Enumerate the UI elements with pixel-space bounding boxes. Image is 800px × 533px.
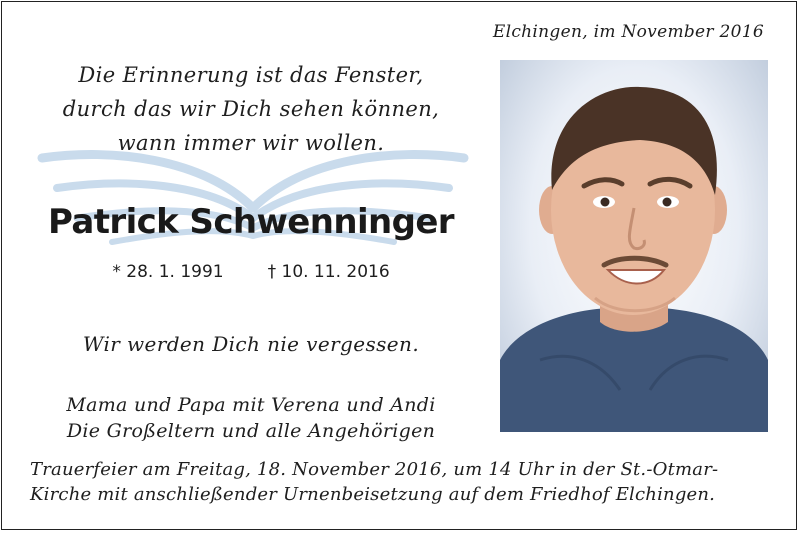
mourners-list — [26, 392, 476, 444]
death-date: † 10. 11. 2016 — [267, 262, 390, 282]
place-date: Elchingen, im November 2016 — [492, 22, 764, 42]
quote-line: wann immer wir wollen. — [117, 131, 385, 155]
portrait-illustration — [500, 60, 768, 432]
mourner-line: Die Großeltern und alle Angehörigen — [66, 420, 436, 442]
birth-date: * 28. 1. 1991 — [112, 262, 224, 282]
life-dates — [36, 262, 466, 282]
quote-line: Die Erinnerung ist das Fenster, — [78, 63, 424, 87]
service-line: Trauerfeier am Freitag, 18. November 2016, um 14 Uhr in der St.-Otmar- — [30, 459, 719, 480]
memorial-quote — [36, 58, 466, 160]
funeral-service-info — [30, 457, 770, 507]
service-line: Kirche mit anschließender Urnenbeisetzung auf dem Friedhof Elchingen. — [30, 484, 716, 505]
deceased-name: Patrick Schwenninger — [48, 202, 454, 242]
quote-line: durch das wir Dich sehen können, — [62, 97, 440, 121]
remembrance-line: Wir werden Dich nie vergessen. — [82, 332, 420, 356]
mourner-line: Mama und Papa mit Verena und Andi — [66, 394, 436, 416]
portrait-photo — [500, 60, 768, 432]
